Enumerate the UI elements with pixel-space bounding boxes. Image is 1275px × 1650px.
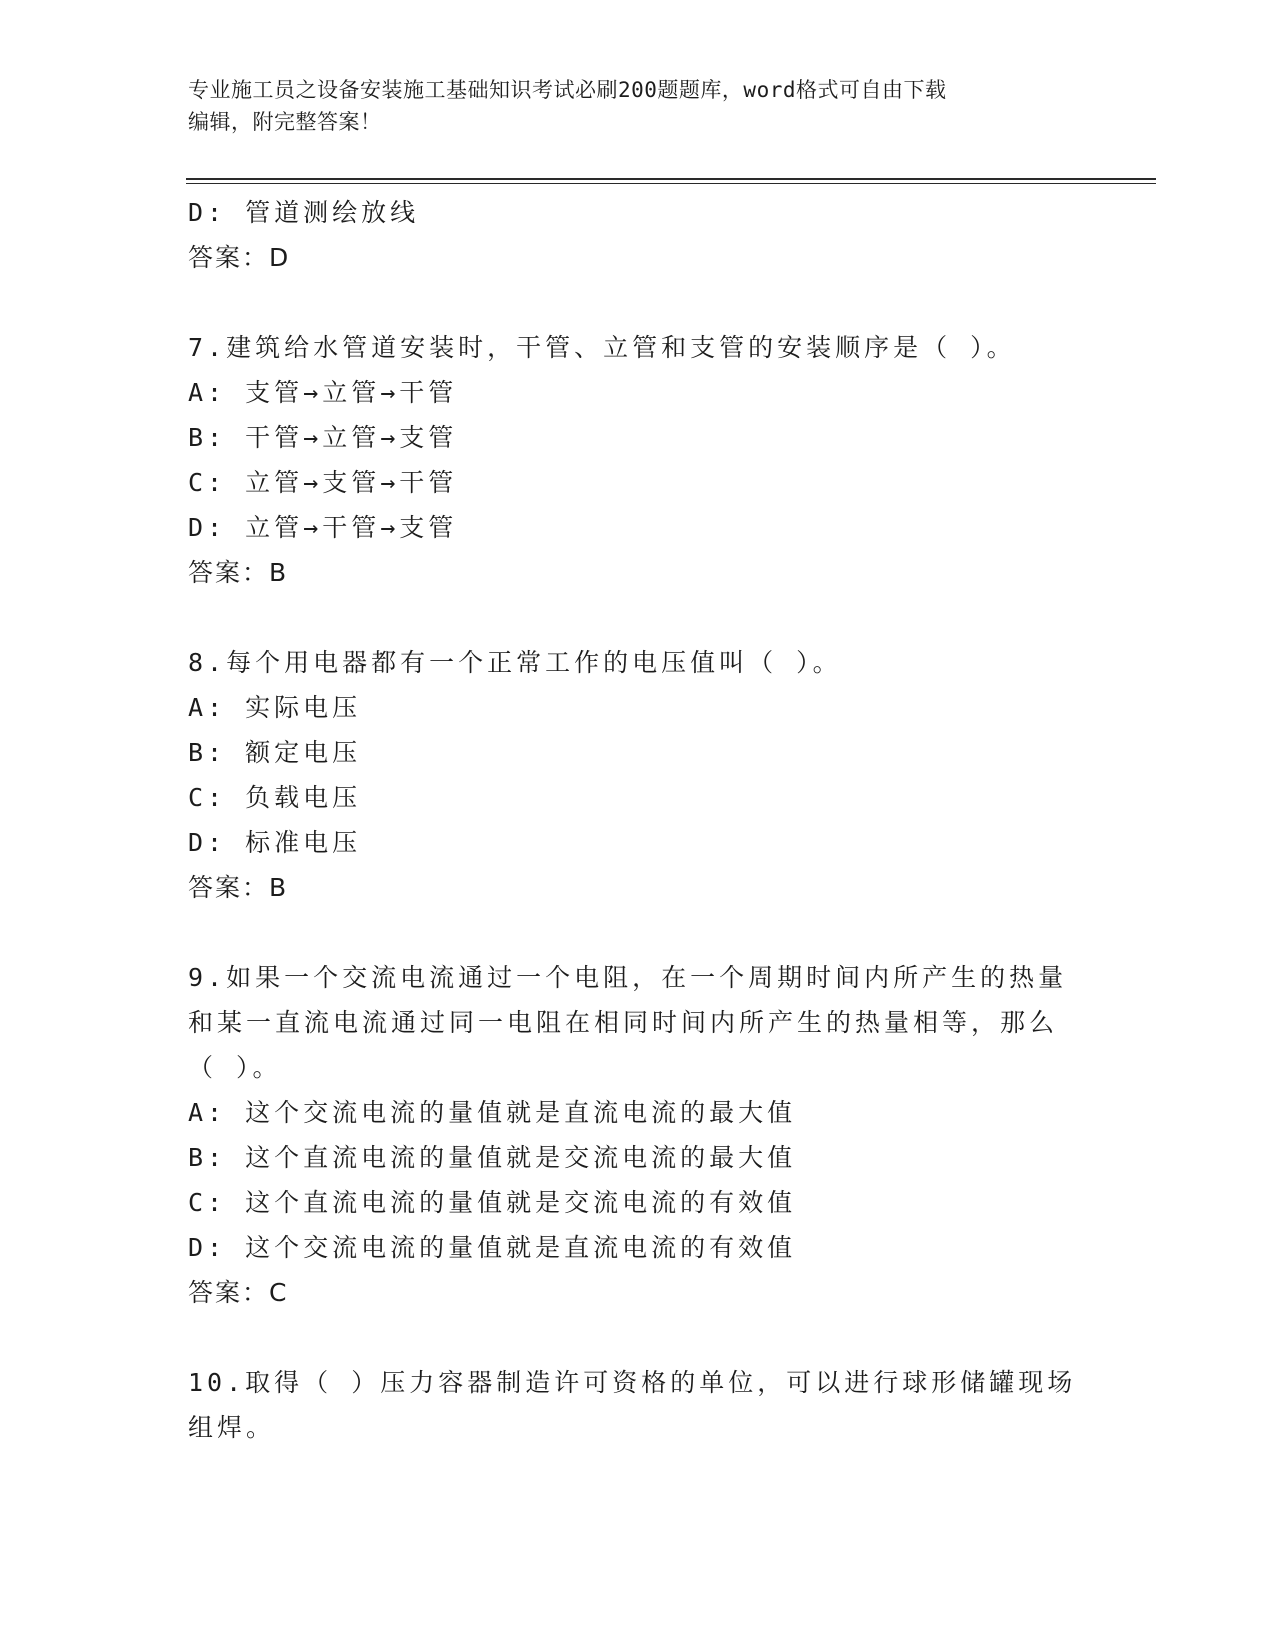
option-d: D: 这个交流电流的量值就是直流电流的有效值 bbox=[188, 1233, 797, 1262]
question-text-line-2: 和某一直流电流通过同一电阻在相同时间内所产生的热量相等，那么 bbox=[188, 1008, 1059, 1037]
question-text-line-1: 10.取得（ ）压力容器制造许可资格的单位，可以进行球形储罐现场 bbox=[188, 1368, 1077, 1397]
option-b: B: 这个直流电流的量值就是交流电流的最大值 bbox=[188, 1143, 797, 1172]
question-text: 7.建筑给水管道安装时，干管、立管和支管的安装顺序是（ ）。 bbox=[188, 333, 1016, 362]
option-b: B: 额定电压 bbox=[188, 738, 362, 767]
option-a: A: 这个交流电流的量值就是直流电流的最大值 bbox=[188, 1098, 797, 1127]
option-a: A: 实际电压 bbox=[188, 693, 362, 722]
spacer bbox=[188, 1315, 1068, 1360]
header-title-line-1: 专业施工员之设备安装施工基础知识考试必刷200题题库，word格式可自由下载 bbox=[188, 78, 947, 102]
option-d: D: 标准电压 bbox=[188, 828, 362, 857]
prev-question-option-d: D: 管道测绘放线 bbox=[188, 198, 420, 227]
spacer bbox=[188, 910, 1068, 955]
question-10 bbox=[188, 1360, 1077, 1450]
question-7 bbox=[188, 325, 1068, 595]
option-a: A: 支管→立管→干管 bbox=[188, 378, 458, 407]
question-8 bbox=[188, 640, 1068, 910]
spacer bbox=[188, 280, 1068, 325]
option-d: D: 立管→干管→支管 bbox=[188, 513, 458, 542]
prev-question-answer: 答案：D bbox=[188, 243, 291, 272]
question-list bbox=[188, 190, 1077, 1450]
answer: 答案：B bbox=[188, 873, 289, 902]
header-rule-thin bbox=[186, 183, 1156, 184]
option-c: C: 负载电压 bbox=[188, 783, 362, 812]
question-text: 8.每个用电器都有一个正常工作的电压值叫（ ）。 bbox=[188, 648, 842, 677]
option-c: C: 这个直流电流的量值就是交流电流的有效值 bbox=[188, 1188, 797, 1217]
header-title-line-2: 编辑，附完整答案！ bbox=[188, 110, 382, 134]
option-b: B: 干管→立管→支管 bbox=[188, 423, 458, 452]
document-header bbox=[188, 74, 1068, 138]
question-text-line-2: 组焊。 bbox=[188, 1413, 276, 1442]
answer: 答案：B bbox=[188, 558, 289, 587]
question-text-line-1: 9.如果一个交流电流通过一个电阻，在一个周期时间内所产生的热量 bbox=[188, 963, 1068, 992]
option-c: C: 立管→支管→干管 bbox=[188, 468, 458, 497]
spacer bbox=[188, 595, 1068, 640]
question-text-line-3: （ ）。 bbox=[188, 1053, 282, 1082]
header-rule-thick bbox=[186, 178, 1156, 180]
question-9 bbox=[188, 955, 1068, 1315]
answer: 答案：C bbox=[188, 1278, 289, 1307]
